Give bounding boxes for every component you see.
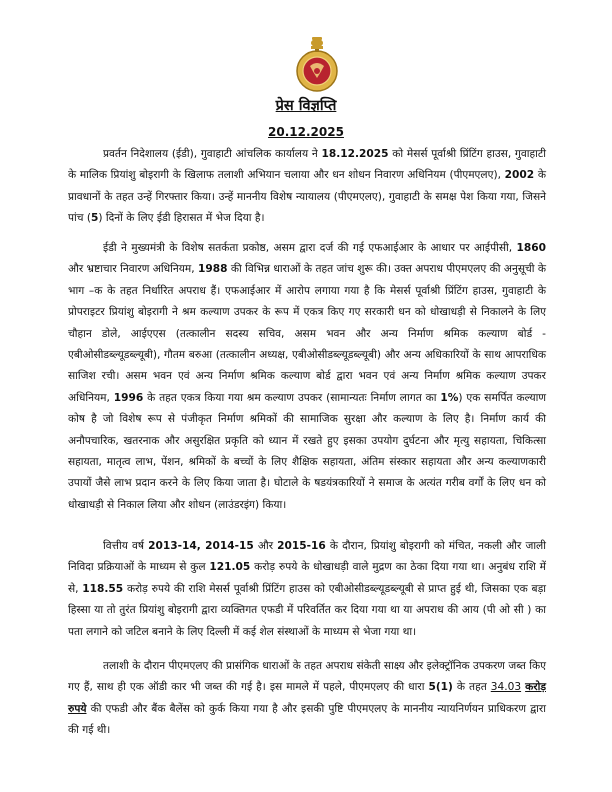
paragraph-text-run: 2013-14, 2014-15 bbox=[148, 540, 254, 552]
paragraph-text-run: 1996 bbox=[113, 391, 144, 404]
paragraph-text-run: 2002 bbox=[504, 169, 535, 182]
paragraph-text-run: 2015-16 bbox=[277, 540, 326, 552]
paragraph-text-run: 118.55 bbox=[82, 582, 124, 595]
release-date: 20.12.2025 bbox=[268, 125, 344, 139]
paragraph-1 bbox=[68, 144, 546, 230]
paragraph-text-run: के तहत bbox=[452, 681, 491, 694]
paragraph-text-run: 1% bbox=[440, 391, 459, 404]
paragraph-text-run: 18.12.2025 bbox=[321, 148, 389, 160]
paragraph-text-run: करोड़ रुपये bbox=[68, 681, 546, 715]
paragraph-text-run: के दौरान, प्रियांशु बोइरागी को मंचित, नकली और जाली निविदा प्रक्रियाओं के माध्यम से कुल bbox=[68, 540, 546, 574]
paragraph-text-run: 1860 bbox=[516, 242, 546, 254]
paragraph-text-run: के प्रावधानों के तहत उन्हें गिरफ्तार किया। उन्हें माननीय विशेष न्यायालय (पीएमएलए), गुवाहाटी के समक्ष पेश किया गया, जिसने पांच ( bbox=[68, 169, 546, 225]
paragraph-2 bbox=[68, 238, 546, 516]
paragraph-text-run: करोड़ रुपये की राशि मेसर्स पूर्वाश्री प्रिंटिंग हाउस को एबीओसीडब्ल्यूडब्ल्यूबी से प्राप्त हुई थी, जिसका एक बड़ा हिस्सा या तो तुरंत प्रियांशु बोइरागी द्वारा व्यक्तिगत एफडी में परिवर्तित कर दिया गया था या अपराध की आय (पी ओ सी ) का पता लगाने को जटिल बनाने के लिए दिल्ली में कई शेल संस्थाओं के माध्यम से भेजा गया था। bbox=[68, 582, 546, 638]
paragraph-text-run: प्रवर्तन निदेशालय (ईडी), गुवाहाटी आंचलिक कार्यालय ने bbox=[103, 148, 322, 160]
paragraph-text-run: 34.03 bbox=[490, 681, 522, 694]
paragraph-text-run: और bbox=[253, 540, 278, 552]
paragraph-text-run: 1988 bbox=[197, 263, 228, 276]
enforcement-directorate-emblem-icon bbox=[291, 36, 343, 94]
paragraph-text-run: 121.05 bbox=[209, 561, 251, 574]
paragraph-text-run: ) एक समर्पित कल्याण कोष है जो विशेष रूप से पंजीकृत निर्माण श्रमिकों की सामाजिक सुरक्षा और कल्याण के लिए है। निर्माण कार्य की अनौपचारिक, खतरनाक और असुरक्षित प्रकृति को ध्यान में रखते हुए इसका उपयोग दुर्घटना और मृत्यु सहायता, चिकित्सा सहायता, मातृत्व लाभ, पेंशन, श्रमिकों के बच्चों के लिए शैक्षिक सहायता, अंतिम संस्कार सहायता और अन्य कल्याणकारी उपायों जैसे लाभ प्रदान करने के लिए किया जाता है। घोटाले के षडयंत्रकारियों ने समाज के अत्यंत गरीब वर्गों के लिए धन को धोखाधड़ी से निकाल लिया और शोधन (लाउंडरइंग) किया। bbox=[68, 391, 546, 511]
paragraph-text-run: ) दिनों के लिए ईडी हिरासत में भेज दिया है। bbox=[98, 212, 265, 225]
paragraph-text-run: के तहत एकत्र किया गया श्रम कल्याण उपकर (सामान्यतः निर्माण लागत का bbox=[143, 391, 441, 404]
paragraph-text-run: करोड़ रुपये के धोखाधड़ी वाले मुद्रण का ठेका दिया गया था। अनुबंध राशि में से, bbox=[68, 561, 546, 595]
paragraph-text-run: की एफडी और बैंक बैलेंस को कुर्क किया गया है और इसकी पुष्टि पीएमएलए के माननीय न्यायनिर्णयन प्राधिकरण द्वारा की गई थी। bbox=[68, 702, 546, 737]
page-title: प्रेस विज्ञप्ति bbox=[275, 98, 337, 114]
paragraph-text-run: वित्तीय वर्ष bbox=[103, 540, 149, 552]
paragraph-4 bbox=[68, 656, 546, 742]
paragraph-3 bbox=[68, 536, 546, 643]
paragraph-text-run: तलाशी के दौरान पीएमएलए की प्रासंगिक धाराओं के तहत अपराध संकेती साक्ष्य और इलेक्ट्रॉनिक उपकरण जब्त किए गए हैं, साथ ही एक ऑडी कार भी जब्त की गई है। इस मामले में पहले, पीएमएलए की धारा bbox=[68, 660, 546, 694]
paragraph-text-run: 5 bbox=[91, 212, 99, 225]
paragraph-text-run: को मेसर्स पूर्वाश्री प्रिंटिंग हाउस, गुवाहाटी के मालिक प्रियांशु बोइरागी के खिलाफ तलाशी अभियान चलाया और धन शोधन निवारण अधिनियम (पीएमएलए), bbox=[68, 148, 546, 182]
paragraph-text-run: और भ्रष्टाचार निवारण अधिनियम, bbox=[68, 263, 198, 276]
paragraph-text-run: 5(1) bbox=[428, 681, 453, 694]
paragraph-text-run: ईडी ने मुख्यमंत्री के विशेष सतर्कता प्रकोष्ठ, असम द्वारा दर्ज की गई एफआईआर के आधार पर आईपीसी, bbox=[103, 242, 517, 254]
paragraph-text-run: की विभिन्न धाराओं के तहत जांच शुरू की। उक्त अपराध पीएमएलए की अनुसूची के भाग –क के तहत निर्धारित अपराध हैं। एफआईआर में आरोप लगाया गया है कि मेसर्स पूर्वाश्री प्रिंटिंग हाउस, गुवाहाटी के प्रोपराइटर प्रियांशु बोइरागी ने श्रम कल्याण उपकर के रूप में एकत्र किए गए सरकारी धन को धोखाधड़ी से निकालने के लिए चौहान डोले, आईएएस (तत्कालीन सदस्य सचिव, असम भवन और अन्य निर्माण श्रमिक कल्याण बोर्ड - एबीओसीडब्ल्यूडब्ल्यूबी), गौतम बरुआ (तत्कालीन अध्यक्ष, एबीओसीडब्ल्यूडब्ल्यूबी) और अन्य अधिकारियों के साथ आपराधिक साजिश रची। असम भवन एवं अन्य निर्माण श्रमिक कल्याण बोर्ड द्वारा भवन एवं अन्य निर्माण श्रमिक कल्याण उपकर अधिनियम, bbox=[68, 263, 546, 404]
